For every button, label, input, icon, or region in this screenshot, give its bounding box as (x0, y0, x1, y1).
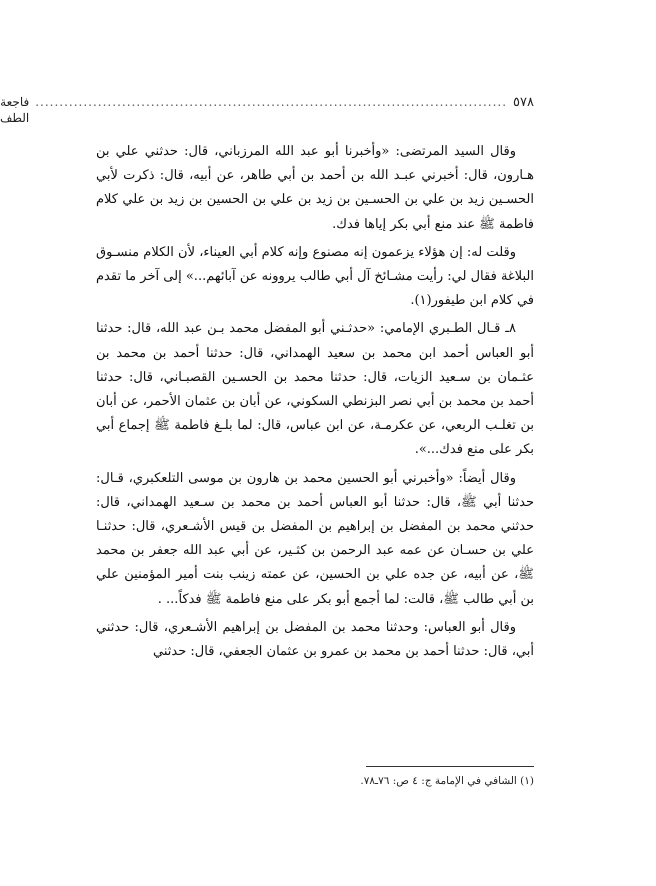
footnote-separator (366, 766, 534, 767)
paragraph: وقال السيد المرتضى: «وأخبرنا أبو عبد الله المرزباني، قال: حدثني علي بن هـارون، قال: أخبرني عبـد الله بن أحمد بن أبي طاهر، عن أبيه، قال: ذكرت لأبي الحسـين زيد بن علي بن الحسـين بن زيد بن علي بن الحسين بن زيد بن علي كلام فاطمة ﷺ عند منع أبي بكر إياها فدك. (96, 144, 534, 232)
paragraph: وقال أيضاً: «وأخبرني أبو الحسين محمد بن هارون بن موسى التلعكبري، قـال: حدثنا أبي ﷺ، قال: حدثنا أبو العباس أحمد بن محمد بن سـعيد الهمداني، قال: حدثني محمد بن المفضل بن إبراهيم بن المفضل بن قيس الأشـعري، قال: حدثنـا علي بن حسـان عن عمه عبد الرحمن بن كثـير، عن أبي عبد الله جعفر بن محمد ﷺ، عن أبيه، عن جده علي بن الحسين، عن عمته زينب بنت أمير المؤمنين علي بن أبي طالب ﷺ، قالت: لما أجمع أبو بكر على منع فاطمة ﷺ فدكاً... . (96, 470, 534, 607)
paragraph: ٨ـ قـال الطـبري الإمامي: «حدثـني أبو المفضل محمد بـن عبد الله، قال: حدثنا أبو العباس أحمد ابن محمد بن سعيد الهمداني، قال: حدثنا أحمد بن محمد بن عثـمان بن سـعيد الزيات، قال: حدثنا محمد بن الحسـين القصبـاني، قال: حدثنا أحمد بن محمد بن أبي نصر البزنطي السكوني، عن أبان بن عثمان الأحمر، عن أبان بن تغلـب الربعي، عن عكرمـة، عن ابن عباس، قال: لما بلـغ فاطمة ﷺ إجماع أبي بكر على منع فدك...». (96, 321, 534, 458)
paragraph: وقال أبو العباس: وحدثنا محمد بن المفضل بن إبراهيم الأشـعري، قال: حدثني أبي، قال: حدثنا أحمد بن محمد بن عمرو بن عثمان الجعفي، قال: حدثني (96, 619, 534, 660)
paragraph: وقلت له: إن هؤلاء يزعمون إنه مصنوع وإنه كلام أبي العيناء، لأن الكلام منسـوق البلاغة فقال لي: رأيت مشـائخ آل أبي طالب يروونه عن آبائهم...» إلى آخر ما تقدم في كلام ابن طيفور(١). (96, 244, 534, 309)
book-title: فاجعة الطف (0, 95, 30, 125)
footnote: (١) الشافي في الإمامة ج: ٤ ص: ٧٦ـ٧٨. (360, 775, 534, 787)
header-leader-dots: .................................................................................................. (35, 95, 508, 109)
running-header (0, 94, 534, 126)
page-number: ٥٧٨ (513, 95, 534, 110)
main-text (96, 140, 534, 668)
